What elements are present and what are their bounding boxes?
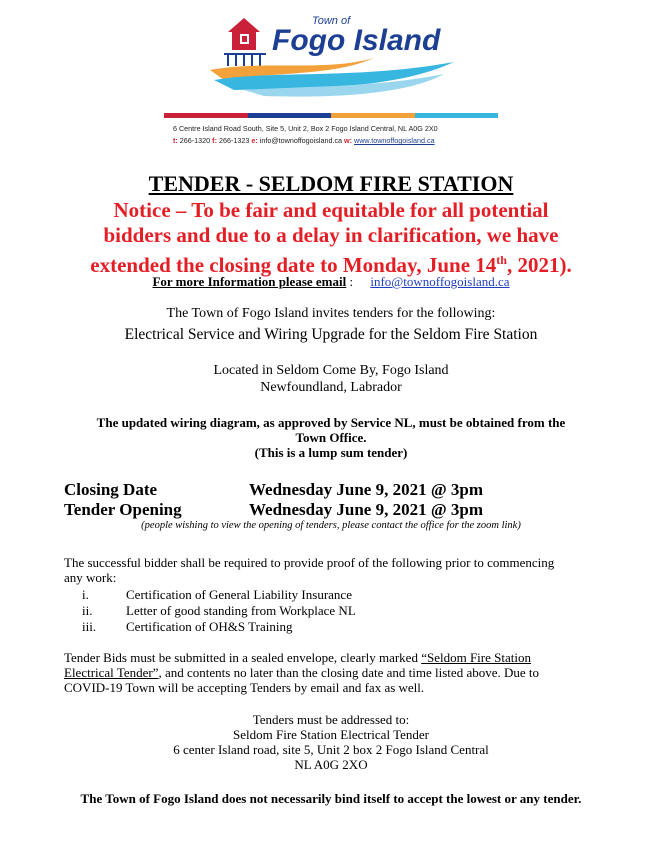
header-contact: t: 266-1320 f: 266-1323 e: info@townoffogoisland.ca w: www.townoffogoisland.ca	[173, 136, 435, 145]
req-item-text: Certification of General Liability Insurance	[126, 587, 352, 602]
requirements-intro-1: The successful bidder shall be required to provide proof of the following prior to commencing	[64, 555, 555, 570]
address-block-line-1: Tenders must be addressed to:	[252, 712, 410, 727]
color-bar-navy	[248, 113, 332, 118]
tender-opening-row	[64, 500, 484, 520]
disclaimer: The Town of Fogo Island does not necessarily bind itself to accept the lowest or any tender.	[80, 791, 582, 806]
wharf-icon	[224, 54, 266, 66]
address-block-line-2: Seldom Fire Station Electrical Tender	[233, 727, 429, 742]
diagram-note-line-3: (This is a lump sum tender)	[254, 445, 408, 460]
zoom-note: (people wishing to view the opening of tenders, please contact the office for the zoom link)	[141, 520, 521, 531]
address-block-line-3: 6 center Island road, site 5, Unit 2 box 2 Fogo Island Central	[173, 742, 489, 757]
header-website-link[interactable]: www.townoffogoisland.ca	[354, 136, 435, 145]
header-email-link[interactable]: info@townoffogoisland.ca	[259, 136, 343, 145]
header-address: 6 Centre Island Road South, Site 5, Unit 2, Box 2 Fogo Island Central, NL A0G 2X0	[173, 124, 438, 133]
closing-date-value: Wednesday June 9, 2021 @ 3pm	[249, 480, 484, 499]
notice-line-2: bidders and due to a delay in clarification, we have	[103, 223, 559, 247]
location-line-1: Located in Seldom Come By, Fogo Island	[213, 363, 449, 378]
requirements-intro-2: any work:	[64, 570, 117, 585]
house-icon	[228, 18, 260, 50]
notice-line-3: extended the closing date to Monday, June 14th, 2021).	[90, 253, 572, 277]
req-item-text: Certification of OH&S Training	[126, 619, 293, 634]
header-color-bar	[164, 113, 498, 118]
more-info-email-link[interactable]: info@townoffogoisland.ca	[370, 274, 510, 289]
tender-opening-label: Tender Opening	[64, 500, 182, 519]
logo-small-text: Town of	[312, 15, 351, 27]
color-bar-red	[164, 113, 248, 118]
invite-line-2: Electrical Service and Wiring Upgrade for the Seldom Fire Station	[124, 326, 538, 343]
req-item-num: i.	[82, 587, 89, 602]
color-bar-orange	[331, 113, 415, 118]
location-line-2: Newfoundland, Labrador	[260, 380, 402, 395]
tender-opening-value: Wednesday June 9, 2021 @ 3pm	[249, 500, 484, 519]
submission-line-1: Tender Bids must be submitted in a sealed envelope, clearly marked “Seldom Fire Station	[64, 650, 531, 665]
notice-line-1: Notice – To be fair and equitable for all potential	[113, 198, 549, 222]
req-item-num: ii.	[82, 603, 93, 618]
closing-date-label: Closing Date	[64, 480, 158, 499]
more-info: For more Information please email : info@townoffogoisland.ca	[152, 274, 510, 289]
submission-line-3: COVID-19 Town will be accepting Tenders by email and fax as well.	[64, 680, 425, 695]
invite-line-1: The Town of Fogo Island invites tenders for the following:	[166, 306, 496, 321]
diagram-note-line-1: The updated wiring diagram, as approved by Service NL, must be obtained from the	[96, 415, 566, 430]
req-item-num: iii.	[82, 619, 97, 634]
diagram-note-line-2: Town Office.	[295, 430, 367, 445]
submission-line-2: Electrical Tender”, and contents no later than the closing date and time listed above. Due to	[64, 665, 540, 680]
page-title: TENDER - SELDOM FIRE STATION	[148, 171, 514, 196]
req-item-text: Letter of good standing from Workplace NL	[126, 603, 356, 618]
address-block-line-4: NL A0G 2XO	[294, 757, 368, 772]
closing-date-row	[64, 480, 484, 500]
town-logo	[204, 10, 464, 100]
logo-brand-text: Fogo Island	[272, 24, 441, 57]
color-bar-cyan	[415, 113, 499, 118]
